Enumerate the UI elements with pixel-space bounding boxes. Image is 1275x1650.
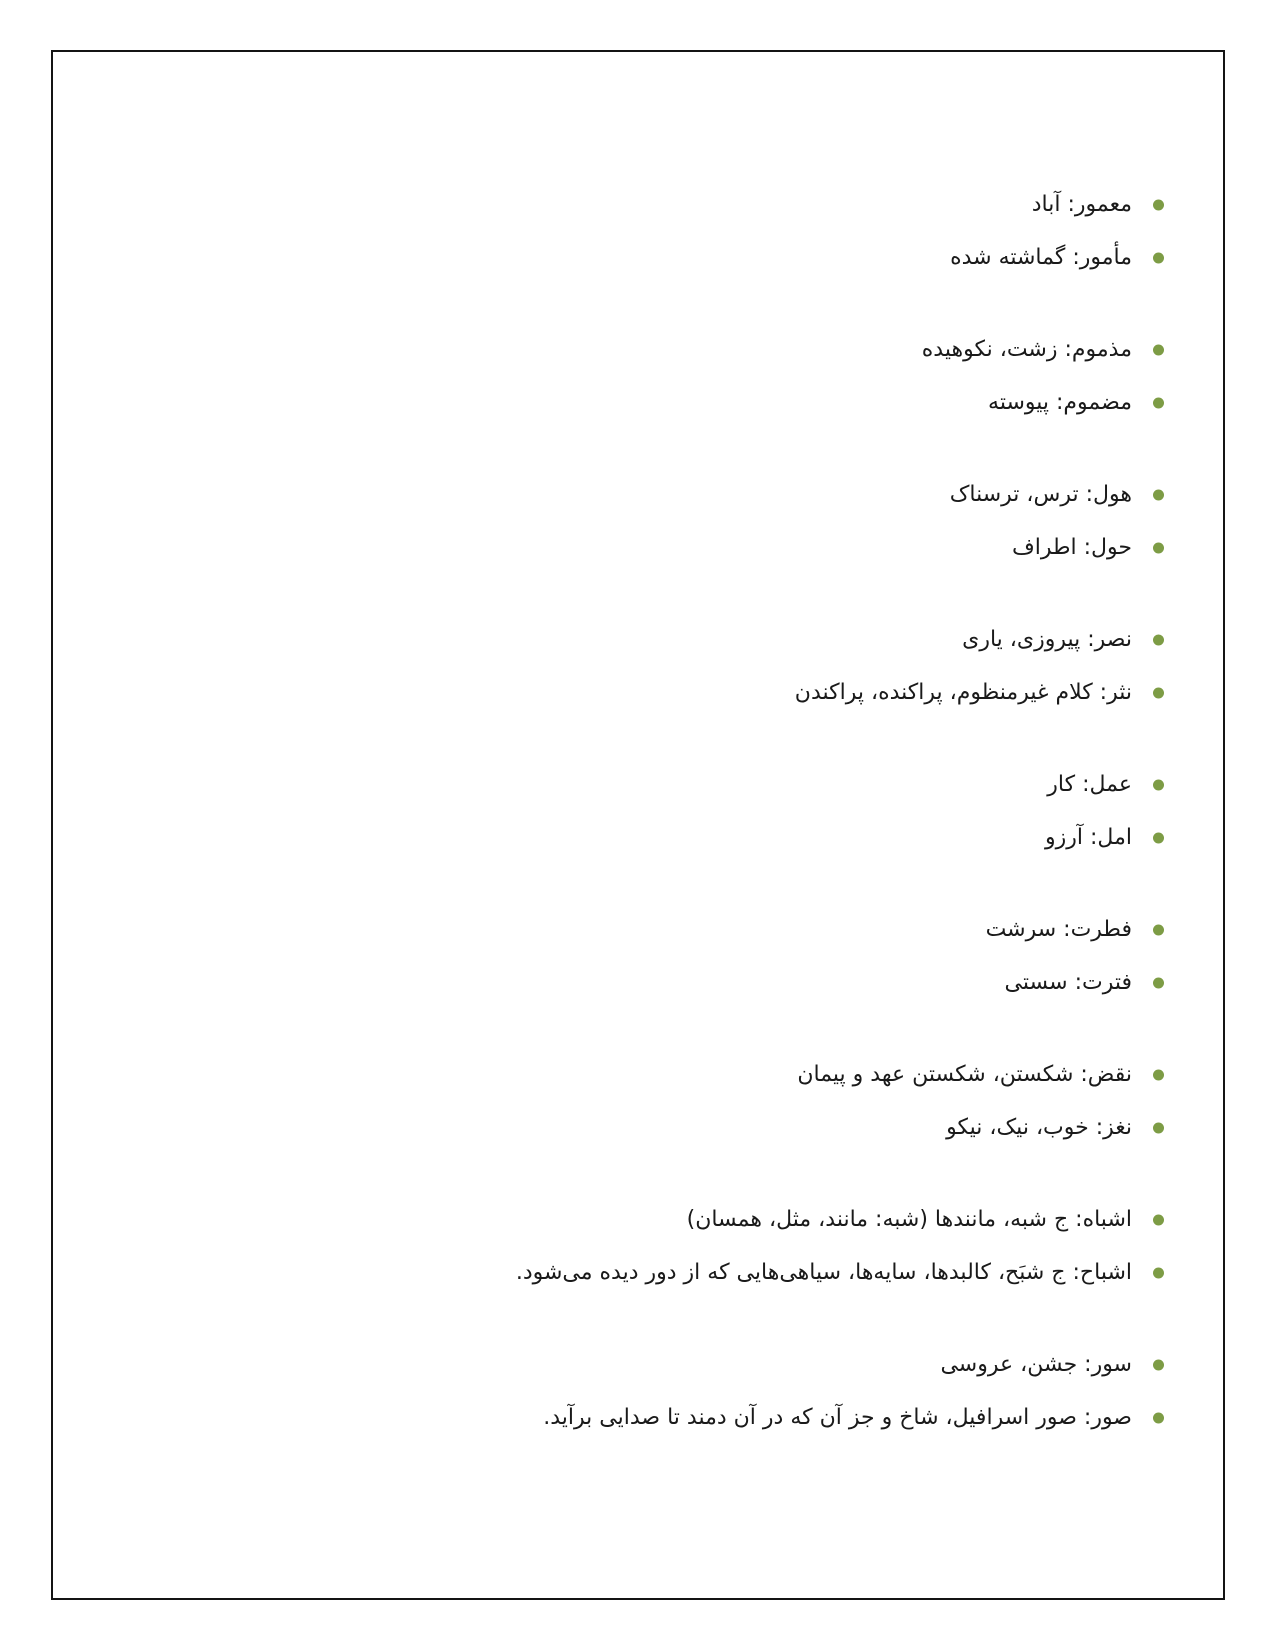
vocab-entry-text: مأمور: گماشته شده [950,245,1132,270]
vocab-entry-text: نقض: شکستن، شکستن عهد و پیمان [797,1062,1132,1087]
vocab-entry-text: اشباه: ج شبه، مانندها (شبه: مانند، مثل، همسان) [686,1207,1132,1232]
vocab-entry [113,811,1162,864]
vocab-entry-text: حول: اطراف [1011,535,1132,560]
vocab-entry [113,1048,1162,1101]
vocab-entry [113,1246,1162,1299]
bullet-icon [1153,252,1164,263]
vocab-entry [113,613,1162,666]
vocab-entry [113,1391,1162,1444]
bullet-icon [1153,344,1164,355]
vocab-entry [113,956,1162,1009]
vocab-entry-text: امل: آرزو [1045,825,1132,850]
vocab-entry [113,903,1162,956]
bullet-icon [1153,1122,1164,1133]
bullet-icon [1153,199,1164,210]
vocab-group [113,758,1162,864]
bullet-icon [1153,1359,1164,1370]
vocab-entry [113,666,1162,719]
bullet-icon [1153,832,1164,843]
bullet-icon [1153,1069,1164,1080]
vocab-group [113,178,1162,284]
vocab-entry [113,1101,1162,1154]
vocab-entry [113,178,1162,231]
vocab-entry [113,521,1162,574]
vocab-group [113,1193,1162,1299]
bullet-icon [1153,687,1164,698]
vocab-group [113,1048,1162,1154]
vocab-entry [113,758,1162,811]
vocab-entry [113,1338,1162,1391]
vocab-entry-text: نغز: خوب، نیک، نیکو [946,1115,1132,1140]
vocab-group [113,613,1162,719]
vocab-group [113,468,1162,574]
vocab-entry-text: مضموم: پیوسته [988,390,1132,415]
vocab-entry-text: نصر: پیروزی، یاری [962,627,1132,652]
vocab-entry-text: عمل: کار [1047,772,1132,797]
vocab-entry-text: اشباح: ج شبَح، کالبدها، سایه‌ها، سیاهی‌هایی که از دور دیده می‌شود. [515,1260,1132,1285]
vocab-entry-text: فطرت: سرشت [985,917,1132,942]
vocab-entry [113,231,1162,284]
bullet-icon [1153,489,1164,500]
bullet-icon [1153,1214,1164,1225]
vocab-entry-text: سور: جشن، عروسی [940,1352,1132,1377]
bullet-icon [1153,542,1164,553]
bullet-icon [1153,977,1164,988]
bullet-icon [1153,779,1164,790]
vocab-group [113,1338,1162,1444]
vocab-group [113,323,1162,429]
vocab-entry-text: صور: صور اسرافیل، شاخ و جز آن که در آن دمند تا صدایی برآید. [543,1405,1132,1430]
vocab-entry-text: فترت: سستی [1004,970,1132,995]
vocab-entry [113,468,1162,521]
bullet-icon [1153,1412,1164,1423]
bullet-icon [1153,634,1164,645]
vocab-entry [113,1193,1162,1246]
bullet-icon [1153,1267,1164,1278]
vocab-entry-text: هول: ترس، ترسناک [949,482,1132,507]
vocab-entry [113,323,1162,376]
vocab-list [53,52,1223,1444]
vocab-entry-text: مذموم: زشت، نکوهیده [921,337,1132,362]
bullet-icon [1153,924,1164,935]
vocab-entry-text: معمور: آباد [1031,192,1132,217]
bullet-icon [1153,397,1164,408]
vocab-entry-text: نثر: کلام غیرمنظوم، پراکنده، پراکندن [794,680,1132,705]
vocab-entry [113,376,1162,429]
vocab-group [113,903,1162,1009]
page-border-frame [51,50,1225,1600]
